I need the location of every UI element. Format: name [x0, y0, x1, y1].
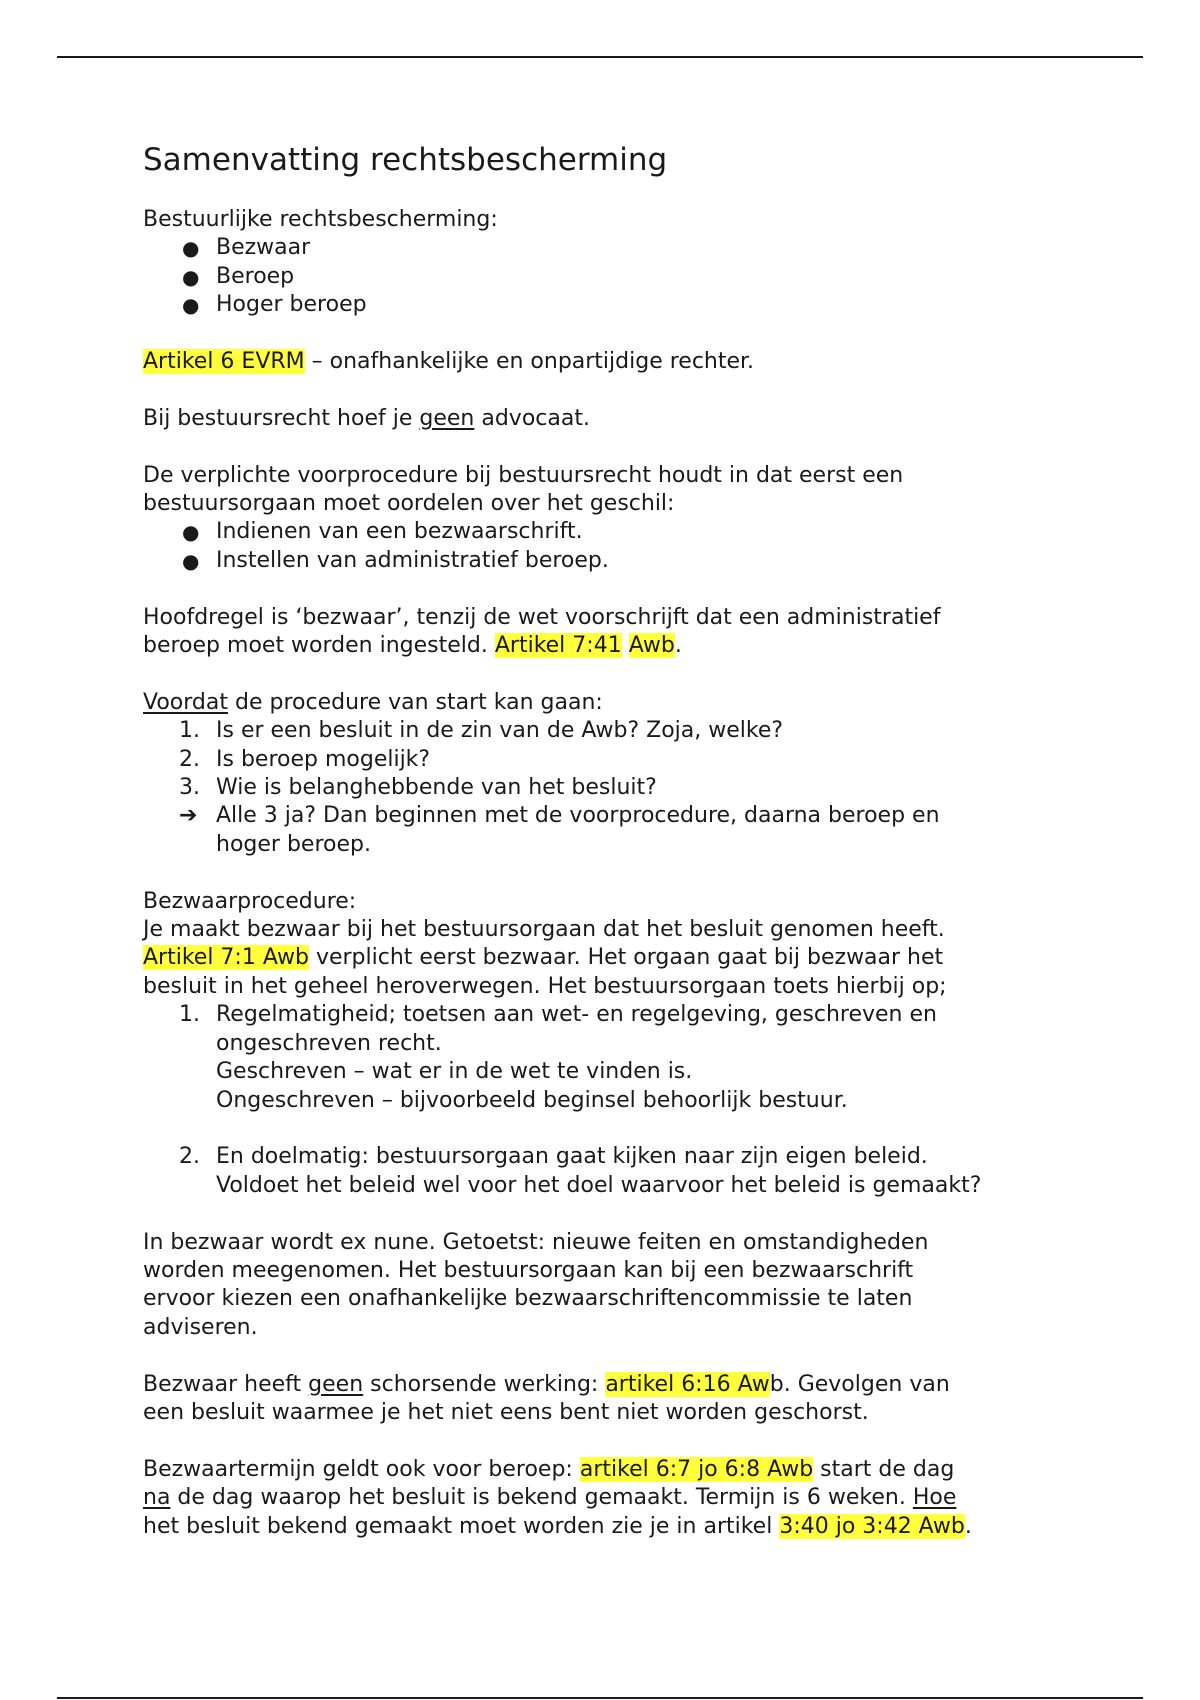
- highlight: artikel 6:16 Aw: [605, 1371, 770, 1397]
- list-number: 2.: [179, 746, 200, 772]
- paragraph: In bezwaar wordt ex nune. Getoetst: nieuwe feiten en omstandigheden worden meegenomen. Het bestuursorgaan kan bij een bezwaarschrift ervoor kiezen een onafhankelijke bezwaarschriftencommissie te laten adviseren.: [143, 1229, 929, 1340]
- highlight: artikel 6:7 jo 6:8 Awb: [579, 1456, 814, 1482]
- paragraph: Je maakt bezwaar bij het bestuursorgaan dat het besluit genomen heeft. Artikel 7:1 Awb verplicht eerst bezwaar. Het orgaan gaat bij bezwaar het besluit in het geheel heroverwegen. Het bestuursorgaan toets hierbij op;: [143, 917, 947, 999]
- list-number: 3.: [179, 775, 200, 801]
- paragraph: Bij bestuursrecht hoef je geen advocaat.: [143, 405, 590, 431]
- paragraph: Voordat de procedure van start kan gaan:: [143, 689, 603, 715]
- list-item: ● Indienen van een bezwaarschrift.: [143, 518, 1083, 546]
- paragraph: Hoofdregel is ‘bezwaar’, tenzij de wet voorschrijft dat een administratief beroep moet worden ingesteld. Artikel 7:41 Awb.: [143, 604, 941, 659]
- bullet-icon: ●: [182, 293, 200, 318]
- bullet-icon: ●: [182, 548, 200, 573]
- paragraph: De verplichte voorprocedure bij bestuursrecht houdt in dat eerst een bestuursorgaan moet oordelen over het geschil:: [143, 462, 904, 517]
- underlined-text: geen: [308, 1371, 364, 1397]
- highlight: Artikel 7:1 Awb: [143, 945, 309, 971]
- list-number: 1.: [179, 1002, 200, 1028]
- underlined-text: Hoe: [912, 1485, 957, 1511]
- bullet-icon: ●: [182, 264, 200, 289]
- list-item: ● Bezwaar: [143, 234, 1083, 262]
- bullet-icon: ●: [182, 520, 200, 545]
- paragraph: Artikel 6 EVRM – onafhankelijke en onpartijdige rechter.: [143, 349, 755, 375]
- list-item: 1. Is er een besluit in de zin van de Awb? Zoja, welke?: [143, 717, 1083, 745]
- bullet-list: [143, 234, 1083, 319]
- section-heading: Bestuurlijke rechtsbescherming:: [143, 207, 498, 232]
- numbered-list: [143, 717, 1083, 859]
- list-item: ➔ Alle 3 ja? Dan beginnen met de voorprocedure, daarna beroep en hoger beroep.: [179, 803, 940, 857]
- list-item: 2. Is beroep mogelijk?: [143, 746, 1083, 774]
- section-heading: Bezwaarprocedure:: [143, 888, 357, 914]
- footer-rule: [57, 1697, 1143, 1699]
- bullet-icon: ●: [182, 236, 200, 261]
- paragraph: Bezwaartermijn geldt ook voor beroep: artikel 6:7 jo 6:8 Awb start de dag na de dag waarop het besluit is bekend gemaakt. Termijn is 6 weken. Hoe het besluit bekend gemaakt moet worden zie je in artikel 3:40 jo 3:42 Awb.: [143, 1456, 972, 1539]
- list-item: 2. En doelmatig: bestuursorgaan gaat kijken naar zijn eigen beleid. Voldoet het beleid wel voor het doel waarvoor het beleid is gemaakt?: [179, 1144, 982, 1198]
- list-item: 1. Regelmatigheid; toetsen aan wet- en regelgeving, geschreven en ongeschreven recht. Geschreven – wat er in de wet te vinden is. Ongeschreven – bijvoorbeeld beginsel behoorlijk bestuur.: [179, 1002, 937, 1113]
- bullet-list: [143, 518, 1083, 575]
- list-item: ● Instellen van administratief beroep.: [143, 547, 1083, 575]
- numbered-list: [143, 1001, 1083, 1200]
- underlined-text: Voordat: [143, 689, 228, 715]
- list-number: 1.: [179, 718, 200, 744]
- highlight: 3:40 jo 3:42 Awb: [779, 1513, 965, 1539]
- list-item: 3. Wie is belanghebbende van het besluit?: [143, 774, 1083, 802]
- highlight: Artikel 7:41: [494, 633, 622, 659]
- list-item: ● Hoger beroep: [143, 291, 1083, 319]
- highlight: Artikel 6 EVRM: [143, 349, 305, 375]
- document-title: Samenvatting rechtsbescherming: [143, 142, 668, 178]
- highlight: Awb: [628, 633, 675, 659]
- paragraph: Bezwaar heeft geen schorsende werking: artikel 6:16 Awb. Gevolgen van een besluit waarmee je het niet eens bent niet worden geschorst.: [143, 1371, 950, 1425]
- header-rule: [57, 56, 1143, 58]
- list-number: 2.: [179, 1144, 200, 1170]
- underlined-text: na: [143, 1485, 171, 1511]
- document-page: [143, 138, 1083, 1541]
- arrow-right-icon: ➔: [179, 803, 198, 829]
- list-item: ● Beroep: [143, 263, 1083, 291]
- underlined-text: geen: [419, 405, 475, 431]
